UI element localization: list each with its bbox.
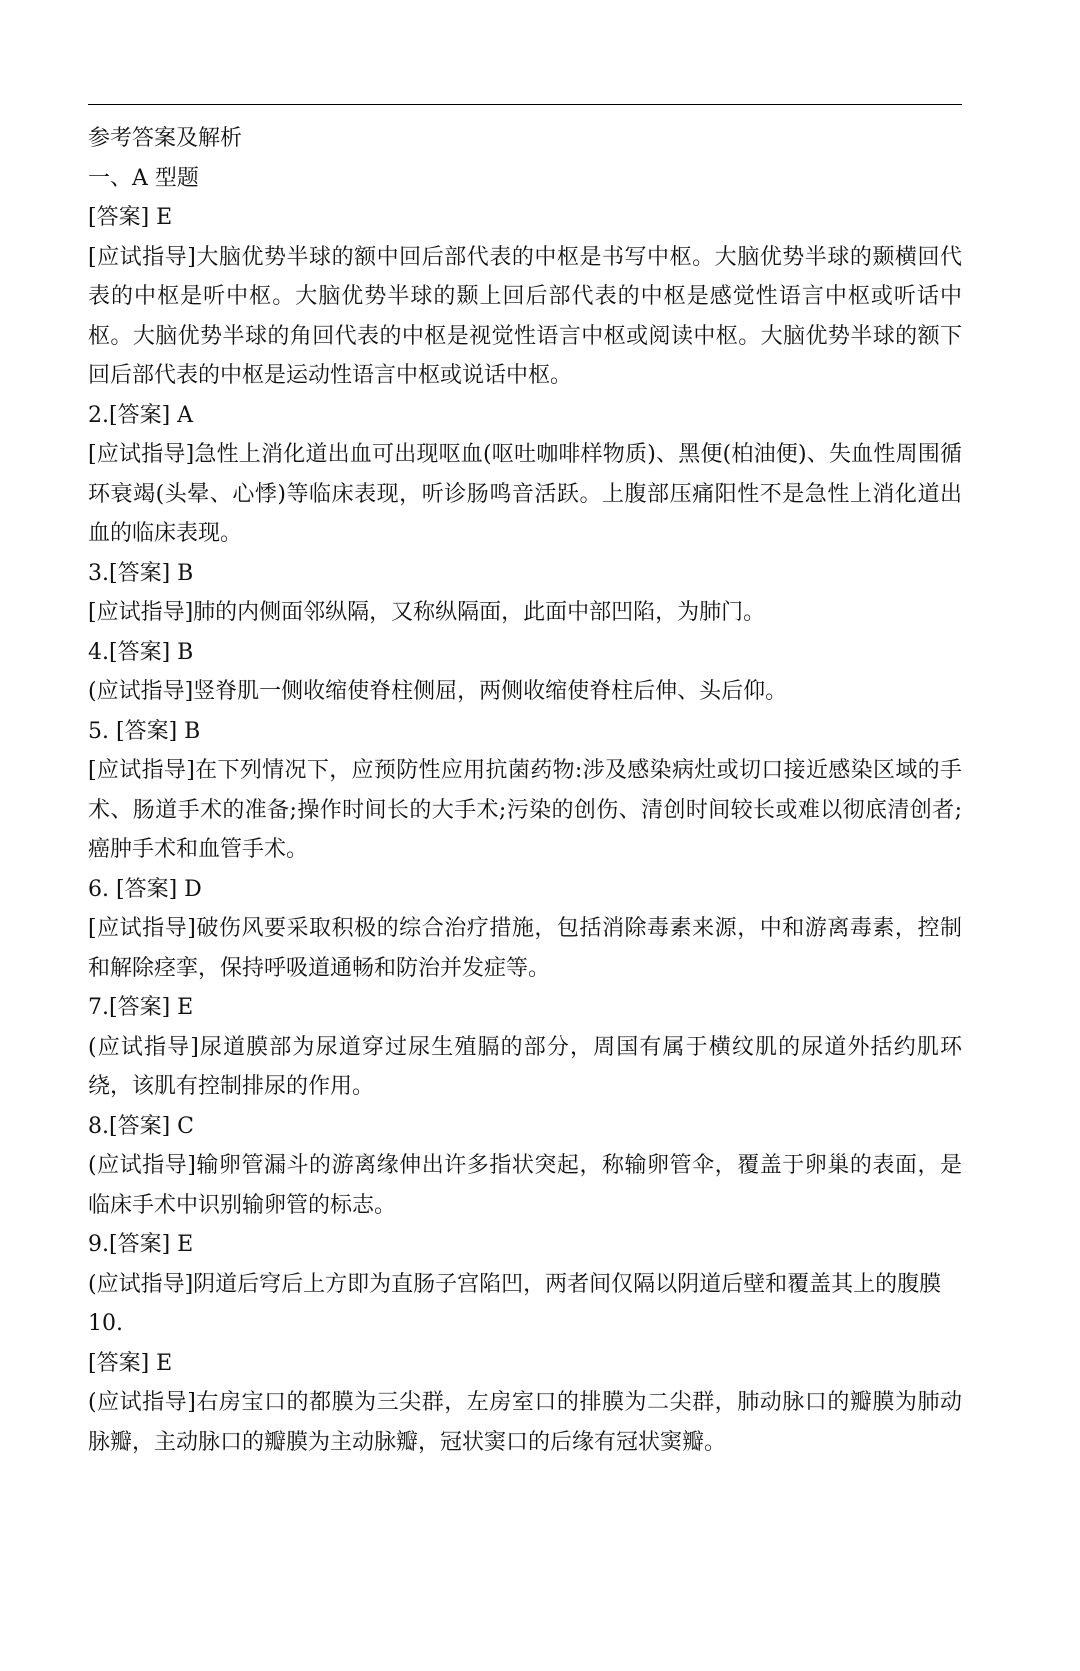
answer-3: 3.[答案] B [88, 560, 194, 586]
header-rule [88, 104, 962, 105]
guidance-9: (应试指导]阴道后穹后上方即为直肠子宫陷凹，两者间仅隔以阴道后壁和覆盖其上的腹膜 [88, 1271, 942, 1297]
guidance-1: [应试指导]大脑优势半球的额中回后部代表的中枢是书写中枢。大脑优势半球的颞横回代表的中枢是听中枢。大脑优势半球的颞上回后部代表的中枢是感觉性语言中枢或听话中枢。大脑优势半球的角回代表的中枢是视觉性语言中枢或阅读中枢。大脑优势半球的额下回后部代表的中枢是运动性语言中枢或说话中枢。 [88, 244, 962, 388]
question-number-10: 10. [88, 1311, 123, 1336]
document-page [88, 104, 962, 1462]
answer-8: 8.[答案] C [88, 1113, 194, 1139]
guidance-4: (应试指导]竖脊肌一侧收缩使脊柱侧屈，两侧收缩使脊柱后伸、头后仰。 [88, 679, 788, 704]
answer-2: 2.[答案] A [88, 402, 194, 428]
guidance-10: (应试指导]右房宝口的都膜为三尖群，左房室口的排膜为二尖群，肺动脉口的瓣膜为肺动脉瓣，主动脉口的瓣膜为主动脉瓣，冠状窦口的后缘有冠状窦瓣。 [88, 1390, 962, 1455]
answer-9: 9.[答案] E [88, 1232, 194, 1257]
answer-4: 4.[答案] B [88, 639, 194, 665]
guidance-2: [应试指导]急性上消化道出血可出现呕血(呕吐咖啡样物质)、黑便(柏油便)、失血性周围循环衰竭(头晕、心悸)等临床表现，听诊肠鸣音活跃。上腹部压痛阳性不是急性上消化道出血的临床表现。 [88, 442, 962, 546]
guidance-6: [应试指导]破伤风要采取积极的综合治疗措施，包括消除毒素来源，中和游离毒素，控制和解除痉挛，保持呼吸道通畅和防治并发症等。 [88, 916, 962, 981]
guidance-7: (应试指导]尿道膜部为尿道穿过尿生殖膈的部分，周国有属于横纹肌的尿道外括约肌环绕，该肌有控制排尿的作用。 [88, 1034, 962, 1099]
answer-1: [答案] E [88, 205, 173, 230]
answer-6: 6. [答案] D [88, 876, 202, 902]
guidance-8: (应试指导]输卵管漏斗的游离缘伸出许多指状突起，称输卵管伞，覆盖于卵巢的表面，是临床手术中识别输卵管的标志。 [88, 1153, 962, 1218]
answer-7: 7.[答案] E [88, 995, 194, 1020]
answer-10: [答案] E [88, 1350, 173, 1376]
guidance-3: [应试指导]肺的内侧面邻纵隔，又称纵隔面，此面中部凹陷，为肺门。 [88, 600, 766, 625]
answer-5: 5. [答案] B [88, 718, 201, 744]
document-heading: 参考答案及解析 [88, 126, 243, 151]
guidance-5: [应试指导]在下列情况下，应预防性应用抗菌药物:涉及感染病灶或切口接近感染区域的手术、肠道手术的准备;操作时间长的大手术;污染的创伤、清创时间较长或难以彻底清创者;癌肿手术和血管手术。 [88, 758, 962, 862]
section-title: 一、A 型题 [88, 165, 199, 191]
